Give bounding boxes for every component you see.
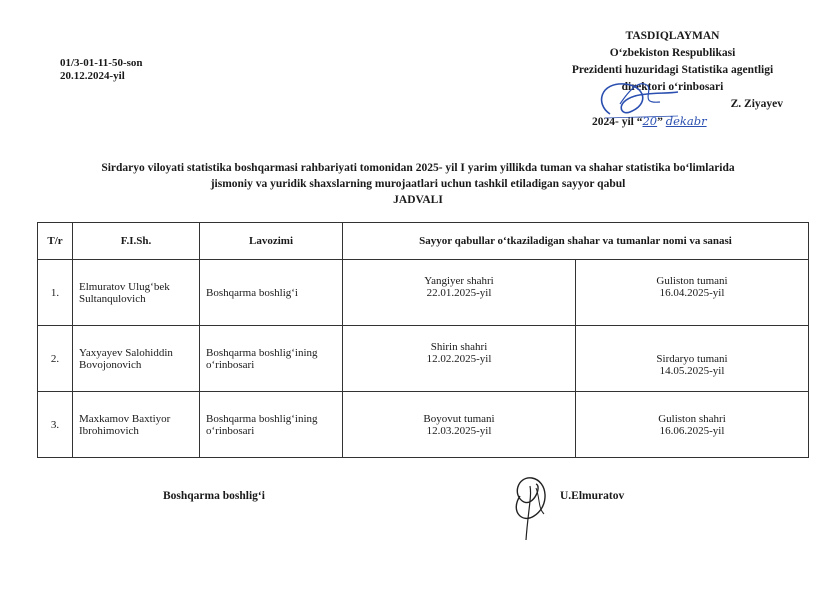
table-row	[38, 260, 809, 326]
header-visits: Sayyor qabullar o‘tkaziladigan shahar va tumanlar nomi va sanasi	[343, 223, 809, 260]
visit-date: 22.01.2025-yil	[426, 286, 492, 299]
reference-number: 01/3-01-11-50-son	[60, 57, 143, 69]
approval-signer-row	[540, 96, 805, 113]
approval-heading: TASDIQLAYMAN	[625, 30, 720, 42]
row-name: Elmuratov Ulug‘bek Sultanqulovich	[73, 260, 200, 326]
row-visit-1	[343, 392, 576, 458]
visit-place: Guliston shahri	[658, 412, 726, 425]
row-visit-1	[343, 326, 576, 392]
row-name: Maxkamov Baxtiyor Ibrohimovich	[73, 392, 200, 458]
row-visit-2	[575, 326, 808, 392]
approval-date-mid: ”	[657, 116, 666, 128]
row-visit-1	[343, 260, 576, 326]
approval-line-3: direktori o‘rinbosari	[621, 81, 724, 93]
visit-date: 16.06.2025-yil	[659, 424, 725, 437]
footer-name: U.Elmuratov	[560, 490, 625, 502]
row-position: Boshqarma boshlig‘ining o‘rinbosari	[200, 392, 343, 458]
visit-place: Shirin shahri	[430, 340, 488, 353]
approval-line-2: Prezidenti huzuridagi Statistika agentligi	[571, 64, 774, 76]
visit-date: 16.04.2025-yil	[659, 286, 725, 299]
approval-block	[540, 28, 805, 131]
row-num: 3.	[38, 392, 73, 458]
row-num: 2.	[38, 326, 73, 392]
visit-date: 12.02.2025-yil	[426, 352, 492, 365]
header-name: F.I.Sh.	[73, 223, 200, 260]
row-num: 1.	[38, 260, 73, 326]
approval-date-month: dekabr	[665, 114, 707, 128]
table-row	[38, 326, 809, 392]
table-row	[38, 392, 809, 458]
title-line-1: Sirdaryo viloyati statistika boshqarmasi rahbariyati tomonidan 2025- yil I yarim yillikda tuman va shahar statistika bo‘limlarida	[101, 162, 735, 174]
approval-line-1: O‘zbekiston Respublikasi	[609, 47, 736, 59]
visit-place: Guliston tumani	[656, 274, 728, 287]
row-visit-2	[575, 392, 808, 458]
row-visit-2	[575, 260, 808, 326]
visit-place: Boyovut tumani	[423, 412, 495, 425]
row-position: Boshqarma boshlig‘ining o‘rinbosari	[200, 326, 343, 392]
reference-block	[60, 57, 143, 83]
approval-signer: Z. Ziyayev	[730, 98, 783, 110]
visit-date: 12.03.2025-yil	[426, 424, 492, 437]
title-line-2: jismoniy va yuridik shaxslarning murojaatlari uchun tashkil etiladigan sayyor qabul	[210, 178, 626, 190]
header-num: T/r	[38, 223, 73, 260]
visit-date: 14.05.2025-yil	[659, 364, 725, 377]
approval-date-prefix: 2024- yil “	[592, 116, 643, 128]
schedule-table	[37, 222, 809, 458]
header-position: Lavozimi	[200, 223, 343, 260]
visit-place: Sirdaryo tumani	[656, 352, 728, 365]
head-signature-icon	[502, 466, 562, 544]
row-position: Boshqarma boshlig‘i	[200, 260, 343, 326]
reference-date: 20.12.2024-yil	[60, 70, 125, 82]
table-header-row	[38, 223, 809, 260]
document-title	[50, 160, 786, 208]
approval-date-day: 20	[642, 114, 658, 128]
footer-position: Boshqarma boshlig‘i	[163, 490, 265, 502]
director-signature-icon	[590, 74, 680, 124]
title-line-3: JADVALI	[393, 194, 443, 206]
row-name: Yaxyayev Salohiddin Bovojonovich	[73, 326, 200, 392]
visit-place: Yangiyer shahri	[424, 274, 494, 287]
